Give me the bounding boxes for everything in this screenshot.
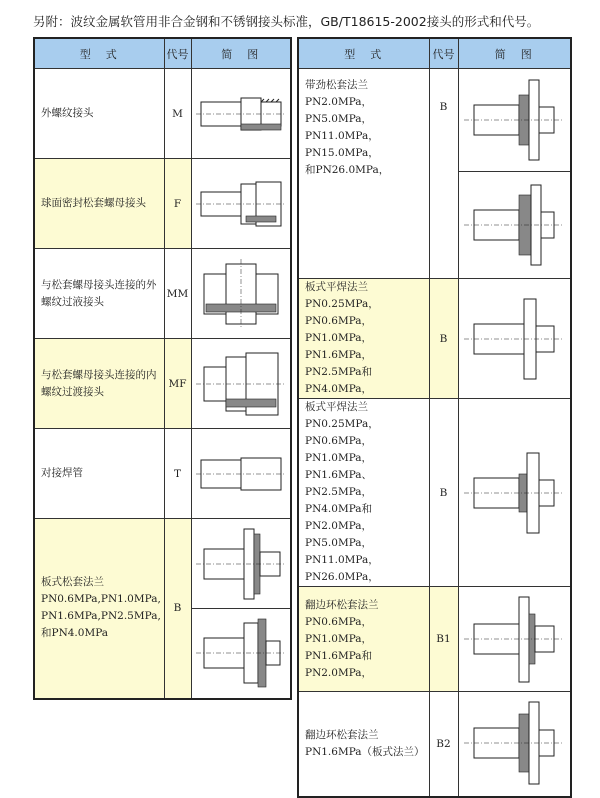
header-row <box>34 38 291 69</box>
table-row <box>298 279 571 399</box>
table-row <box>298 692 571 797</box>
right-joint-table <box>297 37 572 798</box>
header-drawing: 简 图 <box>191 38 291 69</box>
type-line: 板式平焊法兰 <box>305 401 368 413</box>
type-line: PN2.5MPa和PN4.0MPa， <box>305 366 373 395</box>
header-code: 代号 <box>429 38 458 69</box>
code-cell: B <box>429 279 458 399</box>
fitting-drawing <box>458 399 571 587</box>
type-line: PN2.0MPa，PN5.0MPa， <box>305 96 373 125</box>
code-cell: M <box>164 69 191 159</box>
code-cell: T <box>164 429 191 519</box>
table-row <box>34 429 291 519</box>
type-cell: 与松套螺母接头连接的外螺纹过液接头 <box>34 249 164 339</box>
code-cell: MM <box>164 249 191 339</box>
fitting-drawing <box>458 692 571 797</box>
header-code: 代号 <box>164 38 191 69</box>
type-cell: 与松套螺母接头连接的内螺纹过渡接头 <box>34 339 164 429</box>
code-cell: B1 <box>429 587 458 692</box>
type-line: PN0.6MPa,PN1.0MPa, <box>41 593 161 606</box>
type-line: PN1.6MPa和PN2.0MPa， <box>305 649 373 679</box>
table-row <box>34 69 291 159</box>
fitting-drawing <box>191 429 291 519</box>
type-line: 板式平焊法兰 <box>305 281 368 293</box>
type-cell <box>298 399 429 587</box>
code-cell: B <box>164 519 191 699</box>
code-cell: B <box>429 399 458 587</box>
code-cell: F <box>164 159 191 249</box>
type-line: PN11.0MPa，PN26.0MPa， <box>305 554 379 583</box>
table-row <box>298 399 571 587</box>
fitting-drawing <box>458 279 571 399</box>
table-row <box>34 249 291 339</box>
type-line: 带劲松套法兰 <box>305 79 368 91</box>
type-line: PN11.0MPa，PN15.0MPa， <box>305 130 379 159</box>
type-line: 和PN26.0MPa， <box>305 164 390 176</box>
code-cell: B <box>429 69 458 279</box>
type-cell: 球面密封松套螺母接头 <box>34 159 164 249</box>
type-line: 板式松套法兰 <box>41 576 104 589</box>
type-cell: 对接焊管 <box>34 429 164 519</box>
type-line: PN2.5MPa，PN4.0MPa和 <box>305 486 373 515</box>
type-line: PN2.0MPa，PN5.0MPa， <box>305 520 373 549</box>
type-cell <box>34 519 164 699</box>
table-row <box>298 587 571 692</box>
table-row <box>34 339 291 429</box>
fitting-drawing <box>191 249 291 339</box>
code-cell: B2 <box>429 692 458 797</box>
fitting-drawing <box>191 519 291 609</box>
fitting-drawing <box>191 339 291 429</box>
fitting-drawing <box>191 159 291 249</box>
type-line: PN1.6MPa（板式法兰） <box>305 745 425 758</box>
table-row <box>34 159 291 249</box>
type-line: PN0.25MPa，PN0.6MPa， <box>305 298 379 327</box>
type-line: PN0.25MPa，PN0.6MPa， <box>305 418 379 447</box>
fitting-drawing <box>458 172 571 279</box>
fitting-drawing <box>191 609 291 699</box>
fitting-drawing <box>191 69 291 159</box>
table-row <box>34 519 291 609</box>
type-line: PN1.6MPa,PN2.5MPa, <box>41 610 161 623</box>
type-cell: 外螺纹接头 <box>34 69 164 159</box>
type-line: 和PN4.0MPa <box>41 627 109 640</box>
type-line: PN1.0MPa，PN1.6MPa、 <box>305 452 373 481</box>
type-line: PN0.6MPa，PN1.0MPa， <box>305 615 373 645</box>
type-cell <box>298 69 429 279</box>
table-row <box>298 69 571 172</box>
type-line: 翻边环松套法兰 <box>305 598 379 611</box>
page-title: 另附：波纹金属软管用非合金钢和不锈钢接头标准，GB/T18615-2002接头的形式和代号。 <box>33 14 540 29</box>
type-line: PN1.0MPa，PN1.6MPa， <box>305 332 373 361</box>
header-type: 型 式 <box>34 38 164 69</box>
type-cell <box>298 587 429 692</box>
type-cell <box>298 692 429 797</box>
code-cell: MF <box>164 339 191 429</box>
header-type: 型 式 <box>298 38 429 69</box>
header-drawing: 简 图 <box>458 38 571 69</box>
left-joint-table <box>33 37 292 700</box>
header-row <box>298 38 571 69</box>
type-line: 翻边环松套法兰 <box>305 728 379 741</box>
fitting-drawing <box>458 587 571 692</box>
type-cell <box>298 279 429 399</box>
fitting-drawing <box>458 69 571 172</box>
